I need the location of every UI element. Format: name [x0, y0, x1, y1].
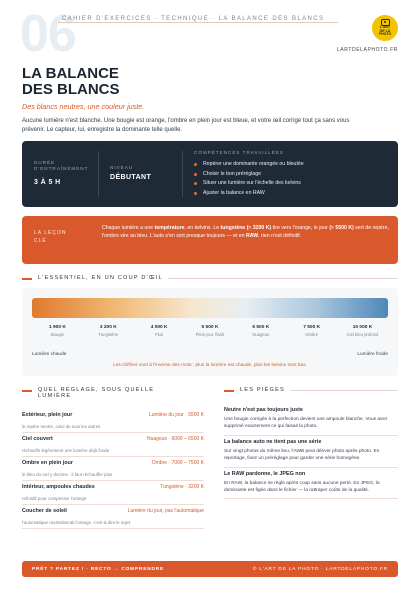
- list-item: [224, 436, 398, 468]
- card-divider: [98, 151, 99, 197]
- list-item: [224, 468, 398, 500]
- kelvin-stop: [188, 325, 232, 337]
- skills-title: COMPÉTENCES TRAVAILLÉES: [194, 150, 284, 155]
- kelvin-value: 5 500 K: [201, 325, 219, 330]
- settings-heading: [22, 387, 192, 399]
- kelvin-stops: [32, 325, 388, 337]
- kelvin-value: 1 900 K: [49, 325, 66, 330]
- key-lesson-label-1: LA LEÇON: [34, 230, 67, 236]
- pitfalls-heading-text: LES PIÈGES: [240, 387, 285, 393]
- setting-value: Lumière du jour · 5500 K: [148, 412, 204, 418]
- kelvin-value: 4 000 K: [150, 325, 168, 330]
- color-temperature-gradient: [32, 298, 388, 318]
- essentials-heading-text: L'ESSENTIEL, EN UN COUP D'ŒIL: [38, 275, 163, 281]
- key-lesson-text: [102, 224, 390, 240]
- list-item: [194, 179, 304, 189]
- setting-desc: refroidit pour compenser l'orange: [22, 496, 87, 501]
- list-item: [22, 505, 204, 529]
- setting-desc: le bleu du ciel y domine : il faut réchauffer plus: [22, 472, 113, 477]
- bullet-icon: [194, 163, 197, 166]
- page-number: 06: [20, 5, 76, 63]
- list-item: [224, 404, 398, 436]
- card-divider: [182, 151, 183, 197]
- brand-logo-text-2: DE LA: [379, 28, 391, 33]
- pitfall-title: La balance auto ne tient pas une série: [224, 438, 322, 445]
- pitfall-title: Le RAW pardonne, le JPEG non: [224, 470, 306, 477]
- header-rule: [58, 22, 338, 23]
- skills-list: [194, 160, 304, 198]
- list-item: [22, 409, 204, 433]
- brand-logo[interactable]: [372, 15, 398, 41]
- kelvin-source: Fluo: [155, 332, 164, 337]
- kelvin-source: Plein jour, flash: [195, 332, 225, 337]
- bullet-icon: [194, 192, 197, 195]
- footer-bar: [22, 561, 398, 577]
- duration-label: [34, 160, 88, 172]
- list-item: [22, 457, 204, 481]
- list-item: [194, 189, 304, 199]
- kelvin-stop: [137, 325, 181, 337]
- settings-list: [22, 409, 204, 529]
- lesson-text-part: tire vers l'orange, le jour: [271, 225, 330, 231]
- setting-name: Extérieur, plein jour: [22, 412, 73, 418]
- breadcrumb: CAHIER D'EXERCICES · TECHNIQUE · LA BALANCE DES BLANCS: [62, 16, 325, 22]
- pitfalls-list: [224, 404, 398, 499]
- kelvin-value: 6 500 K: [252, 325, 270, 330]
- camera-icon: [381, 19, 390, 26]
- settings-heading-line-1: QUEL RÉGLAGE, SOUS QUELLE: [38, 387, 155, 393]
- lesson-text-part: , en kelvins. Le: [184, 225, 221, 231]
- duration-label-1: DURÉE: [34, 160, 56, 165]
- title-line-2: DES BLANCS: [22, 81, 120, 98]
- cold-light-label: Lumière froide: [357, 352, 388, 357]
- list-item: [22, 433, 204, 457]
- kelvin-source: Bougie: [50, 332, 64, 337]
- kelvin-source: Ciel bleu profond: [346, 332, 379, 337]
- training-card: [22, 141, 398, 207]
- bullet-icon: [194, 182, 197, 185]
- heading-bar: [22, 278, 32, 280]
- kelvin-value: 3 200 K: [99, 325, 117, 330]
- lesson-text-bold: température: [154, 225, 185, 231]
- setting-value: Ombre · 7000 – 7500 K: [151, 460, 204, 466]
- title-line-1: LA BALANCE: [22, 65, 119, 82]
- settings-heading-line-2: LUMIÈRE: [38, 393, 72, 399]
- pitfalls-heading: [224, 387, 285, 393]
- setting-name: Ombre en plein jour: [22, 460, 73, 466]
- brand-url-link[interactable]: LARTDELAPHOTO.FR: [336, 47, 398, 53]
- setting-value: Nuageux · 6000 – 6500 K: [147, 436, 204, 442]
- lesson-text-part: Chaque lumière a une: [102, 225, 155, 231]
- warm-light-label: Lumière chaude: [32, 352, 67, 357]
- setting-name: Coucher de soleil: [22, 508, 67, 514]
- setting-value: Tungstène · 3200 K: [160, 484, 204, 490]
- key-lesson-card: [22, 216, 398, 264]
- skill-text: Situer une lumière sur l'échelle des kelvins: [203, 180, 301, 186]
- lesson-text-bold: tungstène (≈ 3200 K): [220, 225, 272, 231]
- kelvin-stop: [290, 325, 334, 337]
- kelvin-source: Ombre: [305, 332, 319, 337]
- lesson-text-part: sert de repère, l'ombre vire au bleu. L'auto s'en sort presque toujours — et en: [102, 225, 389, 239]
- kelvin-scale: [22, 288, 398, 376]
- skill-text: Choisir le bon préréglage: [203, 170, 261, 177]
- pitfall-desc: Une bougie corrigée à la perfection devient une ampoule blanche. Vous avez supprimé exactement ce qui faisait la photo.: [224, 417, 388, 430]
- kelvin-value: 10 000 K: [352, 325, 373, 330]
- skill-text: Repérer une dominante orangée ou bleutée: [203, 161, 304, 167]
- heading-bar: [224, 390, 234, 392]
- page-title: [22, 66, 222, 98]
- level-label: NIVEAU: [110, 165, 134, 170]
- brand-logo-text-3: PHOTO: [378, 32, 392, 37]
- essentials-heading: [22, 275, 163, 281]
- setting-desc: l'automatique neutraliserait l'orange, c'est-à-dire le sujet: [22, 520, 131, 525]
- kelvin-source: Tungstène: [98, 332, 119, 337]
- list-item: [194, 170, 304, 180]
- setting-name: Ciel couvert: [22, 436, 53, 442]
- kelvin-value: 7 500 K: [303, 325, 321, 330]
- lesson-text-bold: (≈ 5500 K): [329, 225, 354, 231]
- kelvin-source: Nuageux: [252, 332, 270, 337]
- page-subtitle: Des blancs neutres, une couleur juste.: [22, 102, 145, 111]
- skill-text: Ajuster la balance en RAW: [203, 189, 265, 196]
- kelvin-stop: [239, 325, 283, 337]
- setting-value: Lumière du jour, pas l'automatique: [127, 508, 204, 514]
- lesson-text-part: , rien n'est définitif.: [258, 233, 302, 239]
- brand-logo-text-1: L'ART: [379, 24, 391, 29]
- pitfall-title: Neutre n'est pas toujours juste: [224, 407, 303, 413]
- list-item: [194, 160, 304, 170]
- settings-heading-text: [38, 387, 154, 399]
- footer-cta[interactable]: PRÊT ? PARTEZ ! · RECTO → COMPRENDRE: [32, 566, 165, 572]
- kelvin-stop: [35, 325, 79, 337]
- setting-desc: réchauffe légèrement une lumière déjà froide: [22, 448, 110, 453]
- setting-desc: le repère neutre, celui de tous les autres: [22, 424, 101, 429]
- pitfall-desc: Sur vingt photos du même lieu, l'AWB peut dériver photo après photo. En reportage, fixez un préréglage pour garder une série homogène.: [224, 448, 380, 462]
- intro-paragraph: Aucune lumière n'est blanche. Une bougie est orange, l'ombre en plein jour est bleue, et votre œil corrige tout ça sans vous prévenir. Le capteur, lui, enregistre la dominante telle quelle.: [22, 118, 350, 133]
- list-item: [22, 481, 204, 505]
- scale-note: Les chiffres vont à l'inverse des mots : plus la lumière est chaude, plus les kelvins sont bas.: [113, 363, 307, 368]
- footer-copyright: © L'ART DE LA PHOTO · LARTDELAPHOTO.FR: [252, 566, 388, 572]
- lesson-text-bold: RAW: [245, 233, 259, 239]
- key-lesson-label-2: CLÉ: [34, 238, 47, 244]
- heading-bar: [22, 390, 32, 392]
- kelvin-stop: [340, 325, 384, 337]
- kelvin-stop: [86, 325, 130, 337]
- section-rule: [168, 278, 398, 279]
- level-value: DÉBUTANT: [110, 174, 152, 181]
- key-lesson-label: [34, 229, 66, 245]
- pitfall-desc: En RAW, la balance se règle après coup sans aucune perte. En JPEG, la dominante est figée dans le fichier — la rattraper coûte de la qualité.: [224, 480, 380, 494]
- section-rule: [290, 390, 398, 391]
- duration-value: 3 À 5 H: [34, 179, 61, 186]
- bullet-icon: [194, 173, 197, 176]
- setting-name: Intérieur, ampoules chaudes: [22, 484, 95, 490]
- duration-label-2: D'ENTRAÎNEMENT: [34, 166, 89, 171]
